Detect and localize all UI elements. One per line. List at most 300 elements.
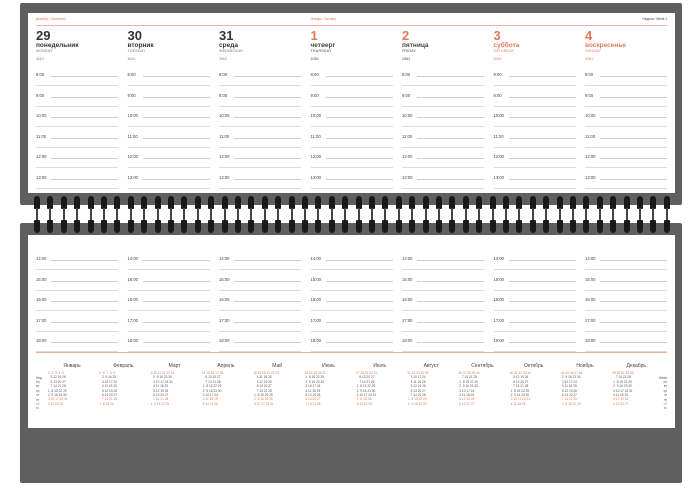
weekday-label: вс	[36, 406, 40, 411]
note-line	[417, 97, 484, 98]
time-label: 10:00	[310, 113, 321, 118]
month-name: Август	[423, 363, 439, 369]
calendar-row: 5 12 19 26	[304, 393, 321, 398]
calendar-row: 3 10 17 24	[407, 375, 426, 380]
calendar-row: 1 8 15 22 29	[355, 384, 376, 389]
note-line	[51, 158, 118, 159]
note-line	[326, 260, 393, 261]
time-label: 14:00	[219, 256, 230, 261]
time-slot[interactable]	[219, 175, 301, 195]
binding-ring	[74, 196, 80, 232]
binding-ring	[235, 196, 241, 232]
time-slot[interactable]	[402, 297, 484, 317]
binding-ring	[88, 196, 94, 232]
time-label: 17:00	[402, 317, 413, 323]
calendar-row: 2 9 16 23 30	[304, 379, 324, 384]
time-slot[interactable]	[402, 113, 484, 133]
time-slot[interactable]	[494, 134, 576, 154]
note-line	[219, 188, 301, 189]
ring-bottom	[235, 220, 241, 233]
note-line	[585, 290, 667, 291]
time-slot[interactable]	[402, 256, 484, 276]
month-name: Ноябрь	[576, 363, 594, 369]
note-line	[494, 290, 576, 291]
binding-ring	[369, 196, 375, 232]
time-slot[interactable]	[219, 297, 301, 317]
time-slot[interactable]	[219, 318, 301, 338]
ring-bottom	[74, 220, 80, 233]
time-slot[interactable]	[311, 93, 393, 113]
binding-ring	[570, 196, 576, 232]
calendar-row: 4 11 18 25	[407, 379, 426, 384]
calendar-row: 40 41 42 43 44	[509, 371, 531, 375]
calendar-row: 1 8 15 22 29	[612, 379, 632, 384]
time-slot[interactable]	[311, 318, 393, 338]
day-header	[128, 30, 213, 61]
time-label: 8:00	[219, 72, 228, 77]
binding-ring	[409, 196, 415, 232]
month-calendar	[561, 363, 609, 406]
note-line	[128, 290, 210, 291]
note-line	[494, 167, 576, 168]
time-slot[interactable]	[219, 154, 301, 174]
weekday-label: вт	[663, 384, 667, 389]
note-line	[417, 117, 484, 118]
time-slot[interactable]	[128, 338, 210, 358]
time-slot[interactable]	[585, 93, 667, 113]
note-line	[402, 167, 484, 168]
binding-ring	[195, 196, 201, 232]
note-line	[509, 281, 576, 282]
time-slot[interactable]	[585, 175, 667, 195]
calendar-row: 6 13 20 27	[99, 393, 118, 398]
calendar-row: 2 9 16 23 30	[509, 393, 530, 398]
calendar-row: 2 9 16 23 30	[48, 393, 67, 398]
time-slot[interactable]	[128, 277, 210, 297]
time-slot[interactable]	[128, 297, 210, 317]
note-line	[600, 158, 667, 159]
weekday-label: вт	[36, 384, 40, 389]
calendar-row: 5 12 19 26	[561, 388, 577, 393]
binding-ring	[557, 196, 563, 232]
note-line	[494, 269, 576, 270]
note-line	[509, 342, 576, 343]
day-number: 30	[127, 28, 142, 43]
note-line	[51, 260, 118, 261]
binding-ring	[382, 196, 388, 232]
calendar-row: 4 11 18 25	[458, 393, 475, 398]
time-slot[interactable]	[219, 93, 301, 113]
time-slot[interactable]	[494, 277, 576, 297]
time-label: 9:00	[402, 92, 411, 98]
time-slot[interactable]	[219, 338, 301, 358]
time-label: 9:00	[219, 92, 228, 98]
month-grid	[99, 371, 147, 406]
note-line	[51, 97, 118, 98]
ring-bottom	[248, 220, 254, 233]
ring-bottom	[503, 220, 509, 233]
calendar-row: 2 9 16 23 30	[561, 375, 581, 380]
note-line	[36, 147, 118, 148]
time-slot[interactable]	[311, 175, 393, 195]
note-line	[51, 301, 118, 302]
time-slot[interactable]	[128, 72, 210, 92]
time-slot[interactable]	[311, 154, 393, 174]
time-slot[interactable]	[36, 256, 118, 276]
calendar-row: 5 12 19 26	[48, 375, 66, 380]
time-label: 15:00	[219, 276, 230, 282]
time-slot[interactable]	[402, 134, 484, 154]
ring-bottom	[436, 220, 442, 233]
note-line	[36, 310, 118, 311]
time-slot[interactable]	[585, 318, 667, 338]
time-slot[interactable]	[36, 297, 118, 317]
time-slot[interactable]	[219, 134, 301, 154]
weekday-label: чт	[663, 393, 667, 398]
current-month-label: Январь / January	[311, 17, 336, 21]
time-label: 8:00	[36, 72, 45, 77]
time-slot[interactable]	[311, 256, 393, 276]
time-label: 14:00	[585, 256, 596, 261]
note-line	[219, 290, 301, 291]
time-label: 9:00	[310, 92, 319, 98]
note-line	[234, 179, 301, 180]
weekday-label: сб	[36, 402, 40, 407]
time-slot[interactable]	[494, 256, 576, 276]
calendar-row: 18 19 20 21 22 23	[253, 371, 279, 375]
calendar-row: 6 13 20 27	[458, 401, 475, 406]
calendar-row: 5 12 19 26	[150, 388, 169, 393]
note-line	[494, 147, 576, 148]
time-label: 16:00	[310, 297, 321, 302]
note-line	[600, 322, 667, 323]
note-line	[585, 147, 667, 148]
time-slot[interactable]	[402, 175, 484, 195]
time-slot[interactable]	[585, 72, 667, 92]
time-slot[interactable]	[585, 154, 667, 174]
note-line	[509, 301, 576, 302]
weekday-labels-left	[36, 376, 46, 411]
time-label: 12:00	[402, 154, 413, 159]
time-slot[interactable]	[128, 154, 210, 174]
time-slot[interactable]	[128, 113, 210, 133]
calendar-row: 1 8 15 22 29	[201, 384, 222, 389]
time-slot[interactable]	[219, 113, 301, 133]
binding-ring	[624, 196, 630, 232]
ring-bottom	[463, 220, 469, 233]
binding-ring	[141, 196, 147, 232]
binding-ring	[34, 196, 40, 232]
time-label: 11:00	[36, 133, 47, 139]
time-slot[interactable]	[36, 93, 118, 113]
time-label: 18:00	[402, 338, 413, 343]
calendar-row: 6 13 20 27	[201, 375, 221, 380]
note-line	[311, 167, 393, 168]
ring-bottom	[382, 220, 388, 233]
note-line	[234, 76, 301, 77]
note-line	[326, 76, 393, 77]
time-slot[interactable]	[311, 338, 393, 358]
week-number-label: Неделя / Week 1	[642, 17, 667, 21]
calendar-row: 7 14 21 28	[612, 375, 631, 380]
day-name-en: SUNDAY	[585, 49, 601, 53]
note-line	[585, 188, 667, 189]
ring-bottom	[530, 220, 536, 233]
binding-ring	[155, 196, 161, 232]
note-line	[494, 126, 576, 127]
calendar-row: 1 8 15 22 29	[253, 393, 273, 398]
time-slot[interactable]	[128, 93, 210, 113]
time-slot[interactable]	[311, 297, 393, 317]
note-line	[128, 106, 210, 107]
time-slot[interactable]	[494, 175, 576, 195]
time-slot[interactable]	[128, 256, 210, 276]
note-line	[51, 322, 118, 323]
note-line	[219, 106, 301, 107]
binding-ring	[101, 196, 107, 232]
note-line	[128, 269, 210, 270]
note-line	[417, 281, 484, 282]
time-slot[interactable]	[219, 72, 301, 92]
binding-ring	[650, 196, 656, 232]
time-label: 17:00	[310, 317, 321, 323]
calendar-row: 5 6 7 8 9	[99, 371, 116, 375]
time-slot[interactable]	[219, 277, 301, 297]
time-slot[interactable]	[311, 277, 393, 297]
time-slot[interactable]	[585, 338, 667, 358]
calendar-row: 3 10 17 24 31	[612, 388, 633, 393]
binding-ring	[302, 196, 308, 232]
time-slot[interactable]	[494, 318, 576, 338]
day-name-en: THURSDAY	[310, 49, 332, 53]
note-line	[509, 322, 576, 323]
time-slot[interactable]	[585, 134, 667, 154]
note-line	[494, 331, 576, 332]
calendar-row: 3 10 17 24	[201, 393, 218, 398]
time-label: 16:00	[402, 297, 413, 302]
calendar-row: 1 8 15 22 29	[48, 388, 67, 393]
time-slot[interactable]	[36, 318, 118, 338]
day-name-ru: четверг	[310, 42, 336, 49]
month-calendar	[510, 363, 558, 406]
calendar-row: 4 11 18 25	[201, 397, 218, 402]
time-slot[interactable]	[219, 256, 301, 276]
ring-bottom	[597, 220, 603, 233]
note-line	[143, 342, 210, 343]
time-slot[interactable]	[36, 113, 118, 133]
ring-bottom	[329, 220, 335, 233]
ring-bottom	[208, 220, 214, 233]
ring-bottom	[34, 220, 40, 233]
note-line	[143, 97, 210, 98]
time-slot[interactable]	[494, 93, 576, 113]
time-label: 9:00	[585, 92, 594, 98]
day-header	[311, 30, 396, 61]
ring-bottom	[516, 220, 522, 233]
day-name-ru: понедельник	[36, 42, 79, 49]
note-line	[417, 179, 484, 180]
calendar-row: 7 14 21 28	[253, 388, 272, 393]
note-line	[51, 76, 118, 77]
time-slot[interactable]	[36, 134, 118, 154]
time-slot[interactable]	[36, 338, 118, 358]
binding-ring	[449, 196, 455, 232]
time-slot[interactable]	[128, 134, 210, 154]
calendar-row: 3 10 17 24	[561, 379, 577, 384]
note-line	[219, 147, 301, 148]
time-label: 14:00	[402, 256, 413, 261]
spiral-binding	[30, 196, 674, 234]
ring-bottom	[409, 220, 415, 233]
time-label: 15:00	[36, 276, 47, 282]
time-label: 18:00	[219, 338, 230, 343]
time-slot[interactable]	[311, 134, 393, 154]
binding-ring	[128, 196, 134, 232]
month-grid	[561, 371, 609, 406]
time-slot[interactable]	[494, 154, 576, 174]
calendar-row: 3 10 17 24 31	[150, 379, 173, 384]
time-slot[interactable]	[36, 277, 118, 297]
note-line	[326, 97, 393, 98]
note-line	[600, 281, 667, 282]
note-line	[402, 269, 484, 270]
time-slot[interactable]	[36, 72, 118, 92]
note-line	[234, 158, 301, 159]
calendar-row: 2 9 16 23 30	[458, 384, 478, 389]
ring-bottom	[610, 220, 616, 233]
time-label: 17:00	[219, 317, 230, 323]
note-line	[509, 260, 576, 261]
time-slot[interactable]	[585, 113, 667, 133]
time-slot[interactable]	[585, 297, 667, 317]
time-label: 12:00	[310, 154, 321, 159]
month-calendar	[99, 363, 147, 406]
binding-ring	[597, 196, 603, 232]
week-header-label: Нед	[36, 375, 42, 380]
time-label: 9:00	[127, 92, 136, 98]
time-slot[interactable]	[402, 338, 484, 358]
ring-bottom	[289, 220, 295, 233]
day-number: 4	[585, 28, 593, 43]
calendar-row: 3 10 17 24	[99, 379, 118, 384]
time-slot[interactable]	[585, 277, 667, 297]
note-line	[143, 322, 210, 323]
time-slot[interactable]	[402, 277, 484, 297]
note-line	[36, 106, 118, 107]
binding-ring	[329, 196, 335, 232]
time-slot[interactable]	[585, 256, 667, 276]
ring-bottom	[168, 220, 174, 233]
calendar-row: 6 13 20 27	[407, 388, 426, 393]
day-name-en: FRIDAY	[402, 49, 417, 53]
weekday-label: ср	[663, 388, 667, 393]
time-slot[interactable]	[128, 318, 210, 338]
calendar-row: 1 8 15 22 29	[304, 375, 324, 380]
time-slot[interactable]	[494, 113, 576, 133]
calendar-row: 4 11 18 25	[304, 388, 321, 393]
calendar-row: 7 14 21 28	[561, 397, 577, 402]
note-line	[234, 342, 301, 343]
note-line	[600, 117, 667, 118]
time-label: 13:00	[493, 174, 504, 180]
calendar-row: 6 13 20 27	[561, 393, 577, 398]
calendar-row: 4 11 18 25	[150, 384, 169, 389]
time-label: 12:00	[493, 154, 504, 159]
time-slot[interactable]	[494, 72, 576, 92]
time-slot[interactable]	[128, 175, 210, 195]
time-label: 11:00	[585, 133, 596, 139]
time-slot[interactable]	[36, 175, 118, 195]
binding-ring	[490, 196, 496, 232]
month-grid	[151, 371, 199, 406]
time-slot[interactable]	[494, 338, 576, 358]
day-of-year: 363/2	[36, 57, 44, 61]
note-line	[51, 138, 118, 139]
note-line	[402, 331, 484, 332]
calendar-row: 27 28 29 30 31	[355, 371, 378, 375]
time-label: 9:00	[493, 92, 502, 98]
weekday-label: пн	[663, 380, 667, 384]
time-label: 12:00	[219, 154, 230, 159]
note-line	[402, 290, 484, 291]
day-name-ru: пятница	[402, 42, 429, 49]
time-slot[interactable]	[311, 72, 393, 92]
month-calendar	[253, 363, 301, 406]
time-slot[interactable]	[402, 154, 484, 174]
time-label: 15:00	[310, 276, 321, 282]
ring-bottom	[302, 220, 308, 233]
calendar-row: 7 14 21 28	[355, 379, 375, 384]
time-label: 12:00	[127, 154, 138, 159]
calendar-row: 49 50 51 52 53	[612, 371, 634, 375]
note-line	[600, 179, 667, 180]
month-name: Май	[272, 363, 283, 369]
weekday-label: пт	[663, 397, 667, 402]
time-label: 8:00	[493, 72, 502, 77]
time-label: 14:00	[127, 256, 138, 261]
month-name: Октябрь	[523, 363, 544, 369]
time-label: 15:00	[585, 276, 596, 282]
calendar-row: 1 2 3 4 5	[48, 371, 64, 375]
time-slot[interactable]	[311, 113, 393, 133]
note-line	[509, 138, 576, 139]
calendar-row: 14 15 16 17 18	[201, 371, 224, 375]
time-slot[interactable]	[402, 93, 484, 113]
time-label: 18:00	[493, 338, 504, 343]
note-line	[417, 260, 484, 261]
binding-ring	[476, 196, 482, 232]
time-label: 13:00	[36, 174, 47, 180]
time-label: 10:00	[127, 113, 138, 118]
note-line	[311, 310, 393, 311]
calendar-row: 44 45 46 47 48	[561, 371, 583, 375]
note-line	[36, 85, 118, 86]
day-header	[585, 30, 670, 61]
time-slot[interactable]	[402, 72, 484, 92]
note-line	[36, 290, 118, 291]
binding-ring	[436, 196, 442, 232]
day-name-ru: воскресенье	[585, 42, 626, 49]
weekday-label: ср	[36, 388, 40, 393]
calendar-row: 3 10 17 24	[458, 388, 475, 393]
weekday-label: чт	[36, 393, 40, 398]
time-slot[interactable]	[402, 318, 484, 338]
note-line	[585, 126, 667, 127]
time-slot[interactable]	[36, 154, 118, 174]
time-slot[interactable]	[494, 297, 576, 317]
month-name: Январь	[63, 363, 81, 369]
binding-ring	[664, 196, 670, 232]
